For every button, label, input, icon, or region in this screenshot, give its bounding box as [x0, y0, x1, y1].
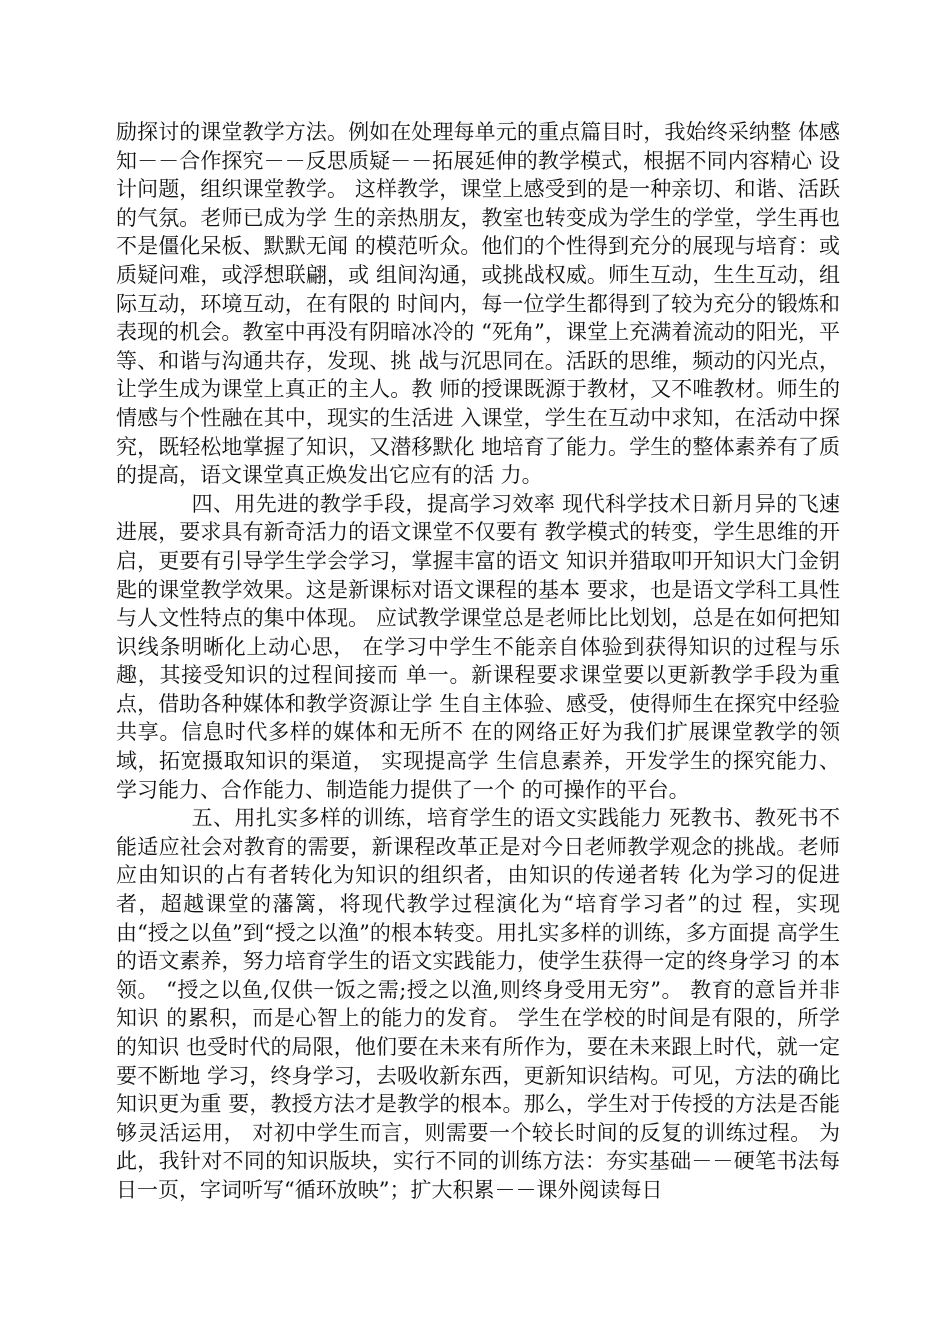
- document-body: [116, 118, 840, 1205]
- paragraph-section-five: 五、用扎实多样的训练，培育学生的语文实践能力 死教书、教死书不能适应社会对教育的需要，新课程改革正是对今日老师教学观念的挑战。老师应由知识的占有者转化为知识的组织者，由知识的传递者转 化为学习的促进者，超越课堂的藩篱，将现代教学过程演化为“培育学习者”的过 程，实现由“授之以鱼”到“授之以渔”的根本转变。用扎实多样的训练，多方面提 高学生的语文素养，努力培育学生的语文实践能力，使学生获得一定的终身学习 的本领。 “授之以鱼,仅供一饭之需;授之以渔,则终身受用无穷”。 教育的意旨并非知识 的累积，而是心智上的能力的发育。 学生在学校的时间是有限的，所学的知识 也受时代的局限，他们要在未来有所作为，要在未来跟上时代，就一定要不断地 学习，终身学习，去吸收新东西，更新知识结构。可见，方法的确比知识更为重 要，教授方法才是教学的根本。那么，学生对于传授的方法是否能够灵活运用， 对初中学生而言，则需要一个较长时间的反复的训练过程。 为此，我针对不同的知识版块，实行不同的训练方法：夯实基础－－硬笔书法每日一页，字词听写“循环放映”；扩大积累－－课外阅读每日: [116, 806, 840, 1202]
- paragraph-continued: 励探讨的课堂教学方法。例如在处理每单元的重点篇目时，我始终采纳整 体感知－－合作探究－－反思质疑－－拓展延伸的教学模式，根据不同内容精心 设计问题，组织课堂教学。 这样教学，课堂上感受到的是一种亲切、和谐、活跃的气氛。老师已成为学 生的亲热朋友，教室也转变成为学生的学堂，学生再也不是僵化呆板、默默无闻 的模范听众。他们的个性得到充分的展现与培育：或质疑问难，或浮想联翩，或 组间沟通，或挑战权威。师生互动，生生互动，组际互动，环境互动，在有限的 时间内，每一位学生都得到了较为充分的锻炼和表现的机会。教室中再没有阴暗冰冷的 “死角”，课堂上充满着流动的阳光，平等、和谐与沟通共存，发现、挑 战与沉思同在。活跃的思维，频动的闪光点，让学生成为课堂上真正的主人。教 师的授课既源于教材，又不唯教材。师生的情感与个性融在其中，现实的生活进 入课堂，学生在互动中求知，在活动中探究，既轻松地掌握了知识，又潜移默化 地培育了能力。学生的整体素养有了质的提高，语文课堂真正焕发出它应有的活 力。: [116, 120, 840, 488]
- paragraph-section-four: 四、用先进的教学手段，提高学习效率 现代科学技术日新月异的飞速进展，要求具有新奇活力的语文课堂不仅要有 教学模式的转变，学生思维的开启，更要有引导学生学会学习，掌握丰富的语文 知识并猎取叩开知识大门金钥匙的课堂教学效果。这是新课标对语文课程的基本 要求，也是语文学科工具性与人文性特点的集中体现。 应试教学课堂总是老师比比划划，总是在如何把知识线条明晰化上动心思， 在学习中学生不能亲自体验到获得知识的过程与乐趣，其接受知识的过程间接而 单一。新课程要求课堂要以更新教学手段为重点，借助各种媒体和教学资源让学 生自主体验、感受，使得师生在探究中经验共享。信息时代多样的媒体和无所不 在的网络正好为我们扩展课堂教学的领域，拓宽摄取知识的渠道， 实现提高学 生信息素养，开发学生的探究能力、学习能力、合作能力、制造能力提供了一个 的可操作的平台。: [116, 491, 840, 802]
